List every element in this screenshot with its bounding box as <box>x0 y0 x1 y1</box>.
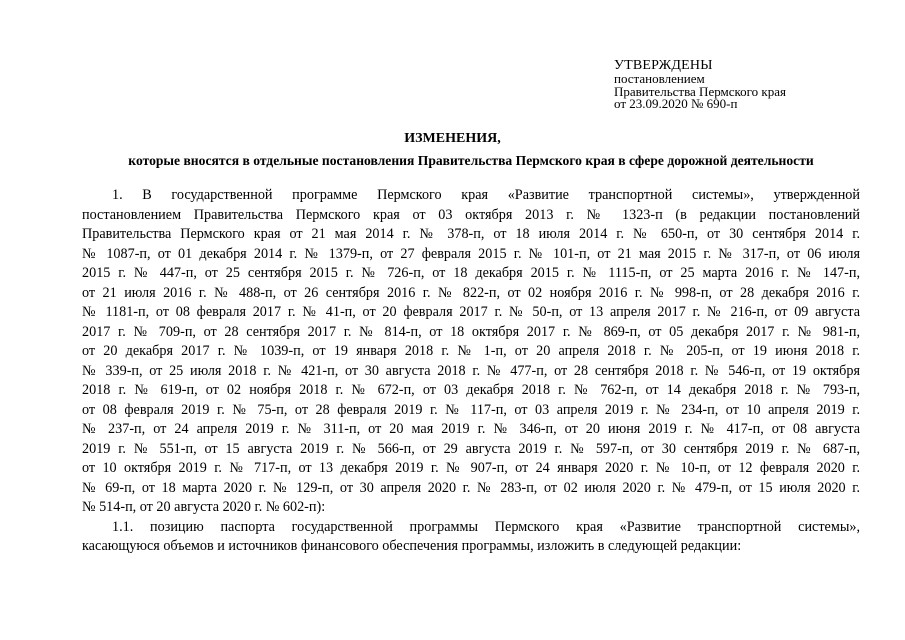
paragraph-1-line: № 69-п, от 18 марта 2020 г. № 129-п, от 30 апреля 2020 г. № 283-п, от 02 июля 2020 г. № 479-п, от 15 июля 2020 г. <box>82 479 860 496</box>
document-subtitle: которые вносятся в отдельные постановления Правительства Пермского края в сфере дорожной деятельности <box>128 153 814 168</box>
paragraph-1-line: № 1087-п, от 01 декабря 2014 г. № 1379-п, от 27 февраля 2015 г. № 101-п, от 21 мая 2015 г. № 317-п, от 06 июля <box>82 245 860 262</box>
paragraph-1-line: 2017 г. № 709-п, от 28 сентября 2017 г. № 814-п, от 18 октября 2017 г. № 869-п, от 05 декабря 2017 г. № 981-п, <box>82 323 860 340</box>
paragraph-1-line: от 08 февраля 2019 г. № 75-п, от 28 февраля 2019 г. № 117-п, от 03 апреля 2019 г. № 234-п, от 10 апреля 2019 г. <box>82 401 860 418</box>
paragraph-1-line: Правительства Пермского края от 21 мая 2014 г. № 378-п, от 18 июля 2014 г. № 650-п, от 30 сентября 2014 г. <box>82 226 860 242</box>
approval-date-line: от 23.09.2020 № 690-п <box>614 96 738 111</box>
approval-heading: УТВЕРЖДЕНЫ <box>614 58 713 73</box>
paragraph-2-line: 1.1. позицию паспорта государственной программы Пермского края «Развитие транспортной системы», <box>112 518 860 535</box>
paragraph-1-line: от 10 октября 2019 г. № 717-п, от 13 декабря 2019 г. № 907-п, от 24 января 2020 г. № 10-п, от 12 февраля 2020 г. <box>82 460 860 476</box>
paragraph-1-line: № 339-п, от 25 июля 2018 г. № 421-п, от 30 августа 2018 г. № 477-п, от 28 сентября 2018 г. № 546-п, от 19 октября <box>82 362 860 379</box>
paragraph-1-line: 1. В государственной программе Пермского края «Развитие транспортной системы», утвержденной <box>112 187 860 203</box>
paragraph-1-line: № 1181-п, от 08 февраля 2017 г. № 41-п, от 20 февраля 2017 г. № 50-п, от 13 апреля 2017 г. № 216-п, от 09 августа <box>82 304 860 320</box>
approval-stamp <box>614 58 786 111</box>
approval-line: Правительства Пермского края <box>614 83 786 99</box>
paragraph-1-line: 2018 г. № 619-п, от 02 ноября 2018 г. № 672-п, от 03 декабря 2018 г. № 762-п, от 14 декабря 2018 г. № 793-п, <box>82 382 860 398</box>
paragraph-2-line: касающуюся объемов и источников финансового обеспечения программы, изложить в следующей редакции: <box>82 538 742 554</box>
paragraph-1-line: № 237-п, от 24 апреля 2019 г. № 311-п, от 20 мая 2019 г. № 346-п, от 20 июня 2019 г. № 417-п, от 08 августа <box>82 421 860 437</box>
paragraph-1-line: постановлением Правительства Пермского края от 03 октября 2013 г. № 1323-п (в редакции постановлений <box>82 206 860 223</box>
paragraph-1-line: от 21 июля 2016 г. № 488-п, от 26 сентября 2016 г. № 822-п, от 02 ноября 2016 г. № 998-п, от 28 декабря 2016 г. <box>82 284 860 301</box>
paragraph-1-line: 2019 г. № 551-п, от 15 августа 2019 г. № 566-п, от 29 августа 2019 г. № 597-п, от 30 сентября 2019 г. № 687-п, <box>82 440 860 457</box>
document-body <box>82 186 860 557</box>
paragraph-1-line: № 514-п, от 20 августа 2020 г. № 602-п): <box>82 499 326 515</box>
paragraph-1-line: 2015 г. № 447-п, от 25 сентября 2015 г. № 726-п, от 18 декабря 2015 г. № 1115-п, от 25 марта 2016 г. № 147-п, <box>82 265 860 281</box>
approval-line: постановлением <box>614 71 705 86</box>
document-title: ИЗМЕНЕНИЯ, <box>404 131 501 146</box>
paragraph-1-line: от 20 декабря 2017 г. № 1039-п, от 19 января 2018 г. № 1-п, от 20 апреля 2018 г. № 205-п, от 19 июня 2018 г. <box>82 343 860 359</box>
